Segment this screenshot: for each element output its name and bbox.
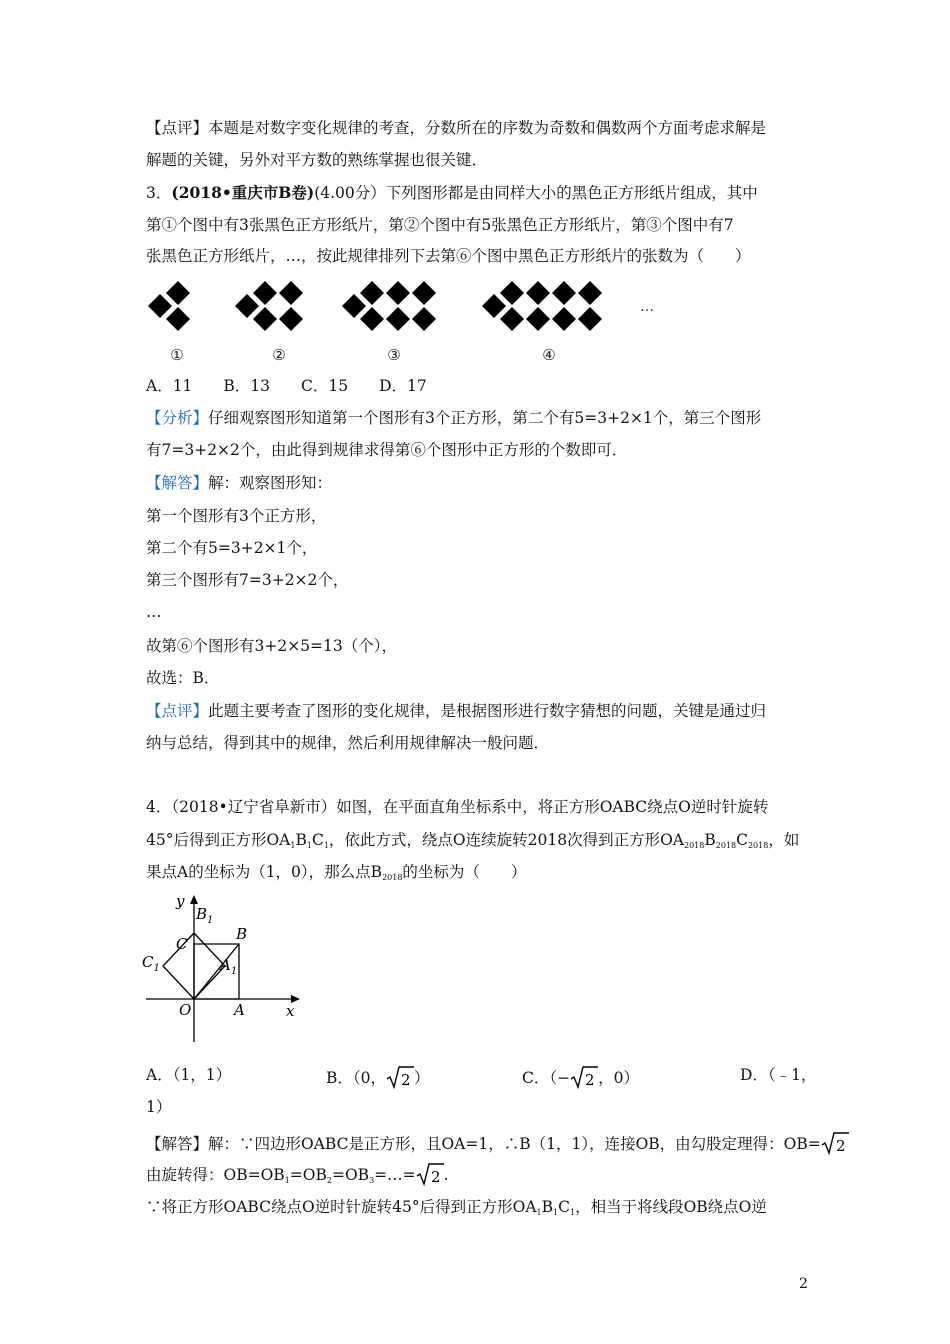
svg-text:2: 2 [430, 1168, 441, 1186]
answer-line-1: 【解答】解：观察图形知： [146, 474, 333, 492]
pattern-1-square [166, 307, 190, 331]
answer-line-6: 故第⑥个图形有3+2×5=13（个）， [146, 637, 398, 655]
pattern-4-square [500, 281, 524, 305]
sqrt-2-symbol [416, 1162, 444, 1186]
pattern-4-square [482, 294, 506, 318]
label-B: B [236, 925, 248, 943]
pattern-label-1: ① [170, 346, 184, 364]
answer-line-7: 故选：B． [146, 669, 220, 687]
label-A1: $A_1$ [220, 956, 238, 977]
coordinate-rotation-figure [138, 892, 308, 1052]
pattern-3-square [360, 281, 384, 305]
question-4-option-d-continued: 1） [146, 1098, 172, 1116]
answer-line-4: 第三个图形有7=3+2×2个， [146, 571, 349, 589]
question-4-option-c: C．（− 2 ，0） [522, 1065, 639, 1089]
pattern-4-square [526, 281, 550, 305]
pattern-1-square [166, 281, 190, 305]
review-tag: 【点评】 [146, 119, 209, 137]
label-x: x [286, 1002, 295, 1020]
pattern-label-3: ③ [387, 346, 401, 364]
question-3-line-3: 张黑色正方形纸片，…，按此规律排列下去第⑥个图中黑色正方形纸片的张数为（ ） [146, 247, 751, 265]
sqrt-2-symbol [386, 1065, 414, 1089]
question-4-line-2: 45°后得到正方形$OA_1B_1C_1$，依此方式，绕点O连续旋转2018次得到正方形$OA_{2018}B_{2018}C_{2018}$，如 [146, 831, 800, 850]
q3-review-line-2: 纳与总结，得到其中的规律，然后利用规律解决一般问题． [146, 734, 550, 752]
pattern-3-square [342, 294, 366, 318]
question-4-option-a: A．（1，1） [146, 1066, 232, 1084]
pattern-3-square [386, 307, 410, 331]
q4-answer-line-3: ∵将正方形OABC绕点O逆时针旋转45°后得到正方形$OA_1B_1C_1$，相当于将线段OB绕点O逆 [146, 1198, 767, 1217]
sqrt-2-symbol [570, 1065, 598, 1089]
pattern-4-square [578, 307, 602, 331]
pattern-label-2: ② [272, 346, 286, 364]
pattern-3-square [412, 281, 436, 305]
pattern-3-square [412, 307, 436, 331]
label-C: C [176, 935, 188, 953]
pattern-2-square [235, 294, 259, 318]
q4-answer-tag: 【解答】 [146, 1135, 209, 1153]
q4-answer-line-1: 【解答】解：∵四边形OABC是正方形，且OA=1，∴B（1，1），连接OB，由勾股定理得：OB= 2 [146, 1131, 816, 1155]
svg-text:2: 2 [835, 1137, 846, 1155]
pattern-4-square [552, 281, 576, 305]
pattern-4-square [578, 281, 602, 305]
black-squares-pattern-figure [140, 276, 660, 368]
pattern-label-4: ④ [542, 346, 556, 364]
question-3-line-1: 3．(2018•重庆市B卷)(4.00分）下列图形都是由同样大小的黑色正方形纸片组成，其中 [146, 183, 758, 202]
analysis-line-2: 有7=3+2×2个，由此得到规律求得第⑥个图形中正方形的个数即可． [146, 441, 628, 459]
label-O: O [179, 1001, 192, 1019]
pattern-3-square [386, 281, 410, 305]
pattern-2-square [253, 281, 277, 305]
question-4-option-b: B．（0， 2 ） [326, 1065, 430, 1089]
question-4-option-d: D．（﹣1， [740, 1066, 817, 1084]
analysis-line-1: 【分析】仔细观察图形知道第一个图形有3个正方形，第二个有5=3+2×1个，第三个图形 [146, 409, 762, 427]
label-C1: $C_1$ [142, 953, 160, 974]
question-3-source: (2018•重庆市B卷) [171, 183, 315, 202]
pattern-ellipsis: … [640, 299, 654, 315]
answer-tag: 【解答】 [146, 474, 209, 492]
analysis-tag: 【分析】 [146, 409, 209, 427]
q3-review-tag: 【点评】 [146, 702, 209, 720]
svg-text:2: 2 [585, 1071, 595, 1089]
pattern-1-square [148, 294, 172, 318]
page-number: 2 [799, 1276, 808, 1292]
review-paragraph-line-2: 解题的关键，另外对平方数的熟练掌握也很关键． [146, 151, 488, 169]
question-3-line-2: 第①个图中有3张黑色正方形纸片，第②个图中有5张黑色正方形纸片，第③个图中有7 [146, 216, 734, 234]
q4-answer-line-2: 由旋转得：$OB=OB_1=OB_2=OB_3=\dots=$ 2 . [146, 1162, 811, 1186]
q3-review-line-1: 【点评】此题主要考查了图形的变化规律，是根据图形进行数字猜想的问题，关键是通过归 [146, 702, 767, 720]
label-y: y [176, 892, 185, 910]
answer-line-5: … [146, 603, 162, 621]
pattern-2-square [253, 307, 277, 331]
y-axis-arrow [190, 895, 198, 904]
pattern-4-square [500, 307, 524, 331]
label-B1: $B_1$ [196, 905, 214, 926]
pattern-4-square [552, 307, 576, 331]
pattern-4-square [526, 307, 550, 331]
pattern-2-square [279, 307, 303, 331]
review-paragraph-line-1: 【点评】本题是对数字变化规律的考查，分数所在的序数为奇数和偶数两个方面考虑求解是 [146, 119, 767, 137]
pattern-3-square [360, 307, 384, 331]
answer-line-3: 第二个有5=3+2×1个， [146, 539, 318, 557]
question-4-line-3: 果点A的坐标为（1，0），那么点$B_{2018}$的坐标为（ ） [146, 863, 527, 882]
answer-line-2: 第一个图形有3个正方形， [146, 507, 327, 525]
label-A: A [234, 1001, 245, 1019]
question-4-line-1: 4．（2018•辽宁省阜新市）如图，在平面直角坐标系中，将正方形OABC绕点O逆时针旋转 [146, 798, 769, 816]
question-3-options: A．11 B．13 C．15 D．17 [146, 377, 427, 395]
svg-text:2: 2 [401, 1071, 411, 1089]
pattern-2-square [279, 281, 303, 305]
sqrt-2-symbol [821, 1131, 849, 1155]
